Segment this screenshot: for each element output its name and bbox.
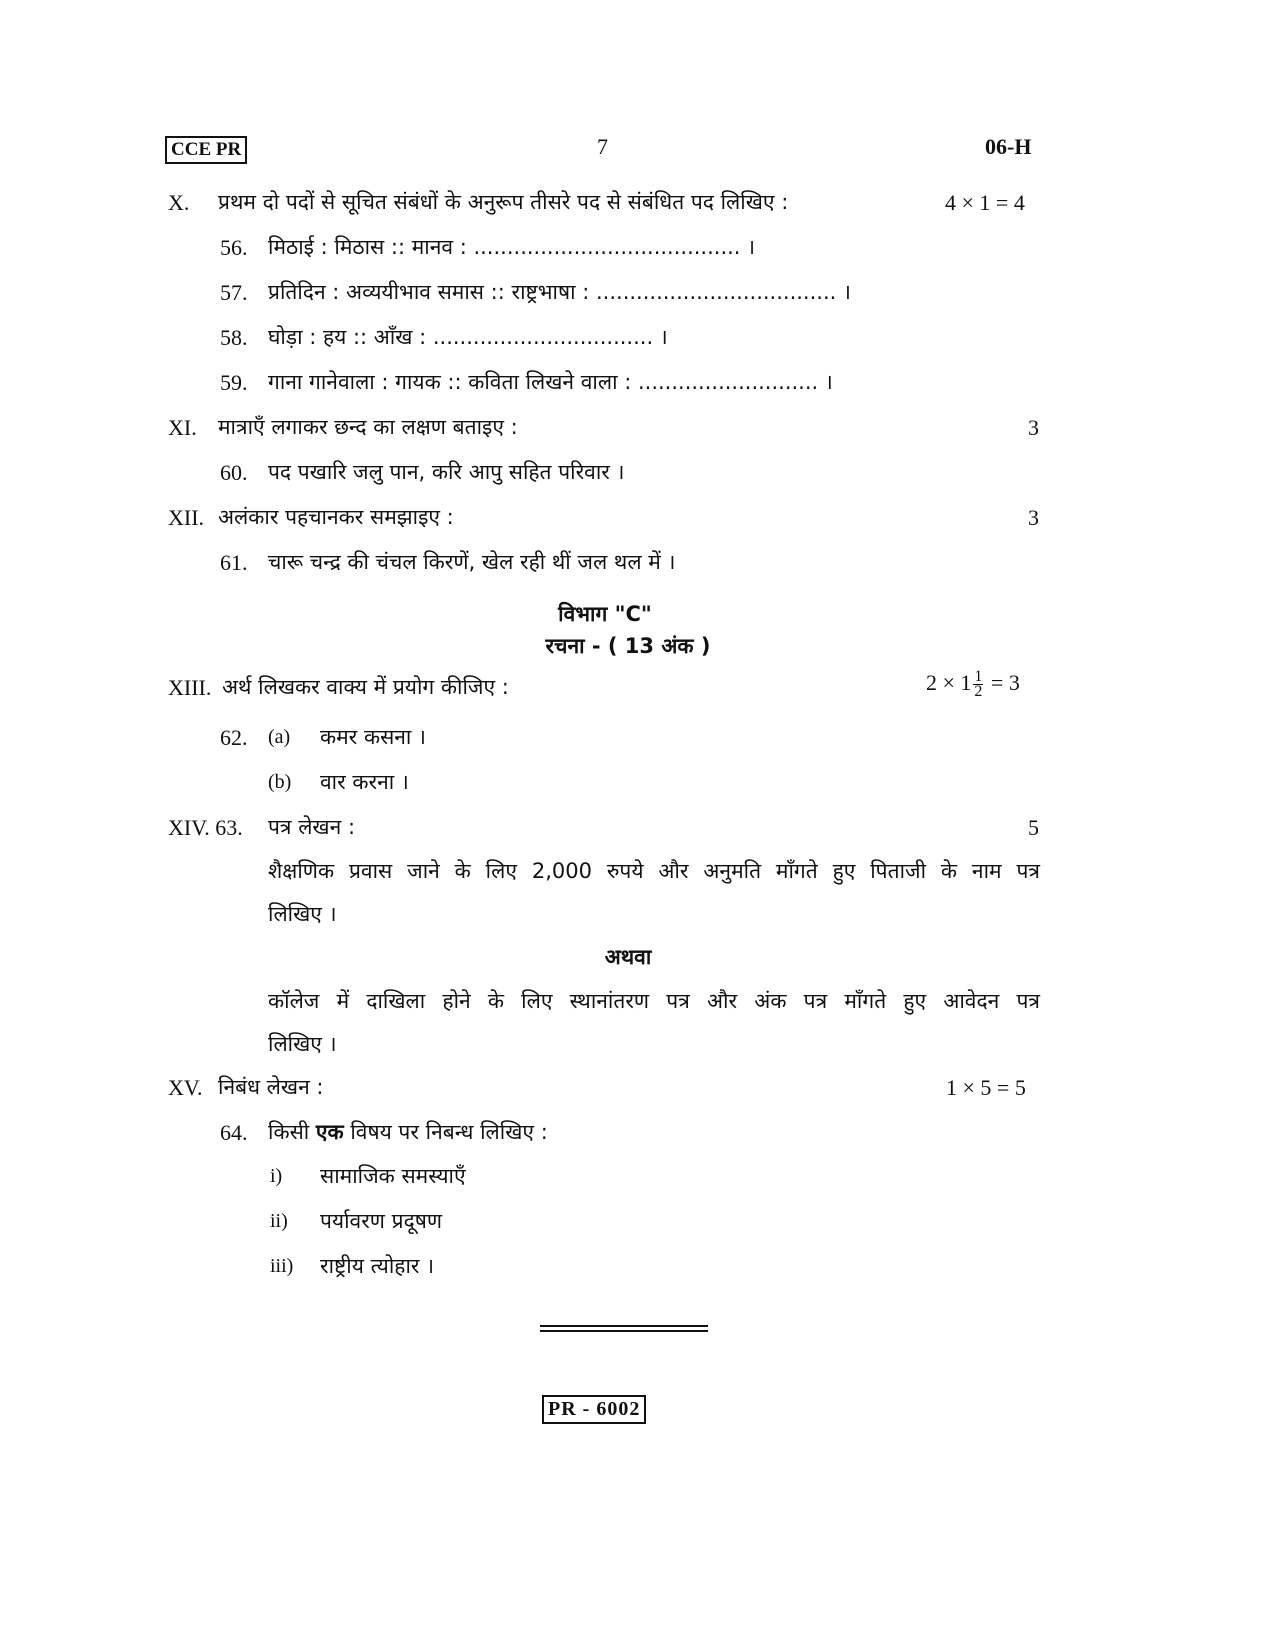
section-xi-numeral: XI. <box>168 415 197 440</box>
q58-text: घोड़ा : हय :: आँख : ................................. । <box>268 325 668 349</box>
q62-b-label: (b) <box>268 771 292 793</box>
section-xv-instruction: निबंध लेखन : <box>218 1075 324 1099</box>
section-xiii-numeral: XIII. <box>168 675 212 700</box>
section-xiv-numeral: XIV. 63. <box>168 815 243 840</box>
topic-2-label: ii) <box>270 1210 288 1232</box>
section-xv-numeral: XV. <box>168 1075 203 1100</box>
header-left-box: CCE PR <box>165 136 247 164</box>
section-xiii-instruction: अर्थ लिखकर वाक्य में प्रयोग कीजिए : <box>222 675 509 699</box>
section-x-numeral: X. <box>168 190 190 215</box>
q64-prompt: किसी एक विषय पर निबन्ध लिखिए : <box>268 1120 548 1144</box>
section-xiv-instruction: पत्र लेखन : <box>268 815 356 839</box>
q64-number: 64. <box>220 1120 248 1145</box>
letter-option-1-line1: शैक्षणिक प्रवास जाने के लिए 2,000 रुपये और अनुमति माँगते हुए पिताजी के नाम पत्र <box>268 859 1040 883</box>
section-xiv-marks: 5 <box>1028 815 1039 840</box>
footer-code-box: PR - 6002 <box>542 1395 646 1424</box>
or-separator: अथवा <box>604 945 652 969</box>
topic-3-label: iii) <box>270 1255 294 1277</box>
page-number: 7 <box>597 134 608 159</box>
section-xiii-marks: 2 × 1 $\frac{1}{2}$ = 3 <box>926 668 1020 701</box>
q57-number: 57. <box>220 280 248 305</box>
topic-1-label: i) <box>270 1165 283 1187</box>
letter-option-2-line2: लिखिए । <box>268 1032 337 1056</box>
paper-code: 06-H <box>985 134 1032 159</box>
q60-text: पद पखारि जलु पान, करि आपु सहित परिवार । <box>268 460 625 484</box>
q62-number: 62. <box>220 725 248 750</box>
letter-option-2-line1: कॉलेज में दाखिला होने के लिए स्थानांतरण पत्र और अंक पत्र माँगते हुए आवेदन पत्र <box>268 989 1040 1013</box>
q56-text: मिठाई : मिठास :: मानव : ........................................ । <box>268 235 756 259</box>
q57-text: प्रतिदिन : अव्ययीभाव समास :: राष्ट्रभाषा : .................................... । <box>268 280 851 304</box>
section-x-marks: 4 × 1 = 4 <box>945 190 1025 215</box>
letter-option-1-line2: लिखिए । <box>268 902 337 926</box>
topic-1-text: सामाजिक समस्याएँ <box>320 1164 466 1188</box>
q60-number: 60. <box>220 460 248 485</box>
section-c-title: विभाग "C" <box>558 602 652 626</box>
q61-text: चारू चन्द्र की चंचल किरणें, खेल रही थीं जल थल में । <box>268 550 676 574</box>
section-x-instruction: प्रथम दो पदों से सूचित संबंधों के अनुरूप तीसरे पद से संबंधित पद लिखिए : <box>218 190 789 214</box>
q62-a-label: (a) <box>268 726 291 748</box>
section-xii-instruction: अलंकार पहचानकर समझाइए : <box>218 505 454 529</box>
q61-number: 61. <box>220 550 248 575</box>
q58-number: 58. <box>220 325 248 350</box>
section-xi-instruction: मात्राएँ लगाकर छन्द का लक्षण बताइए : <box>218 415 518 439</box>
topic-2-text: पर्यावरण प्रदूषण <box>320 1209 443 1233</box>
end-rule-top <box>540 1325 708 1327</box>
q59-number: 59. <box>220 370 248 395</box>
end-rule-bottom <box>540 1330 708 1332</box>
section-xi-marks: 3 <box>1028 415 1039 440</box>
section-xii-marks: 3 <box>1028 505 1039 530</box>
topic-3-text: राष्ट्रीय त्योहार । <box>320 1254 435 1278</box>
section-c-subtitle: रचना - ( 13 अंक ) <box>545 634 711 658</box>
q56-number: 56. <box>220 235 248 260</box>
q59-text: गाना गानेवाला : गायक :: कविता लिखने वाला : ........................... । <box>268 370 833 394</box>
section-xii-numeral: XII. <box>168 505 205 530</box>
section-xv-marks: 1 × 5 = 5 <box>946 1075 1026 1100</box>
q62-a-text: कमर कसना । <box>320 725 427 749</box>
q62-b-text: वार करना । <box>320 770 409 794</box>
